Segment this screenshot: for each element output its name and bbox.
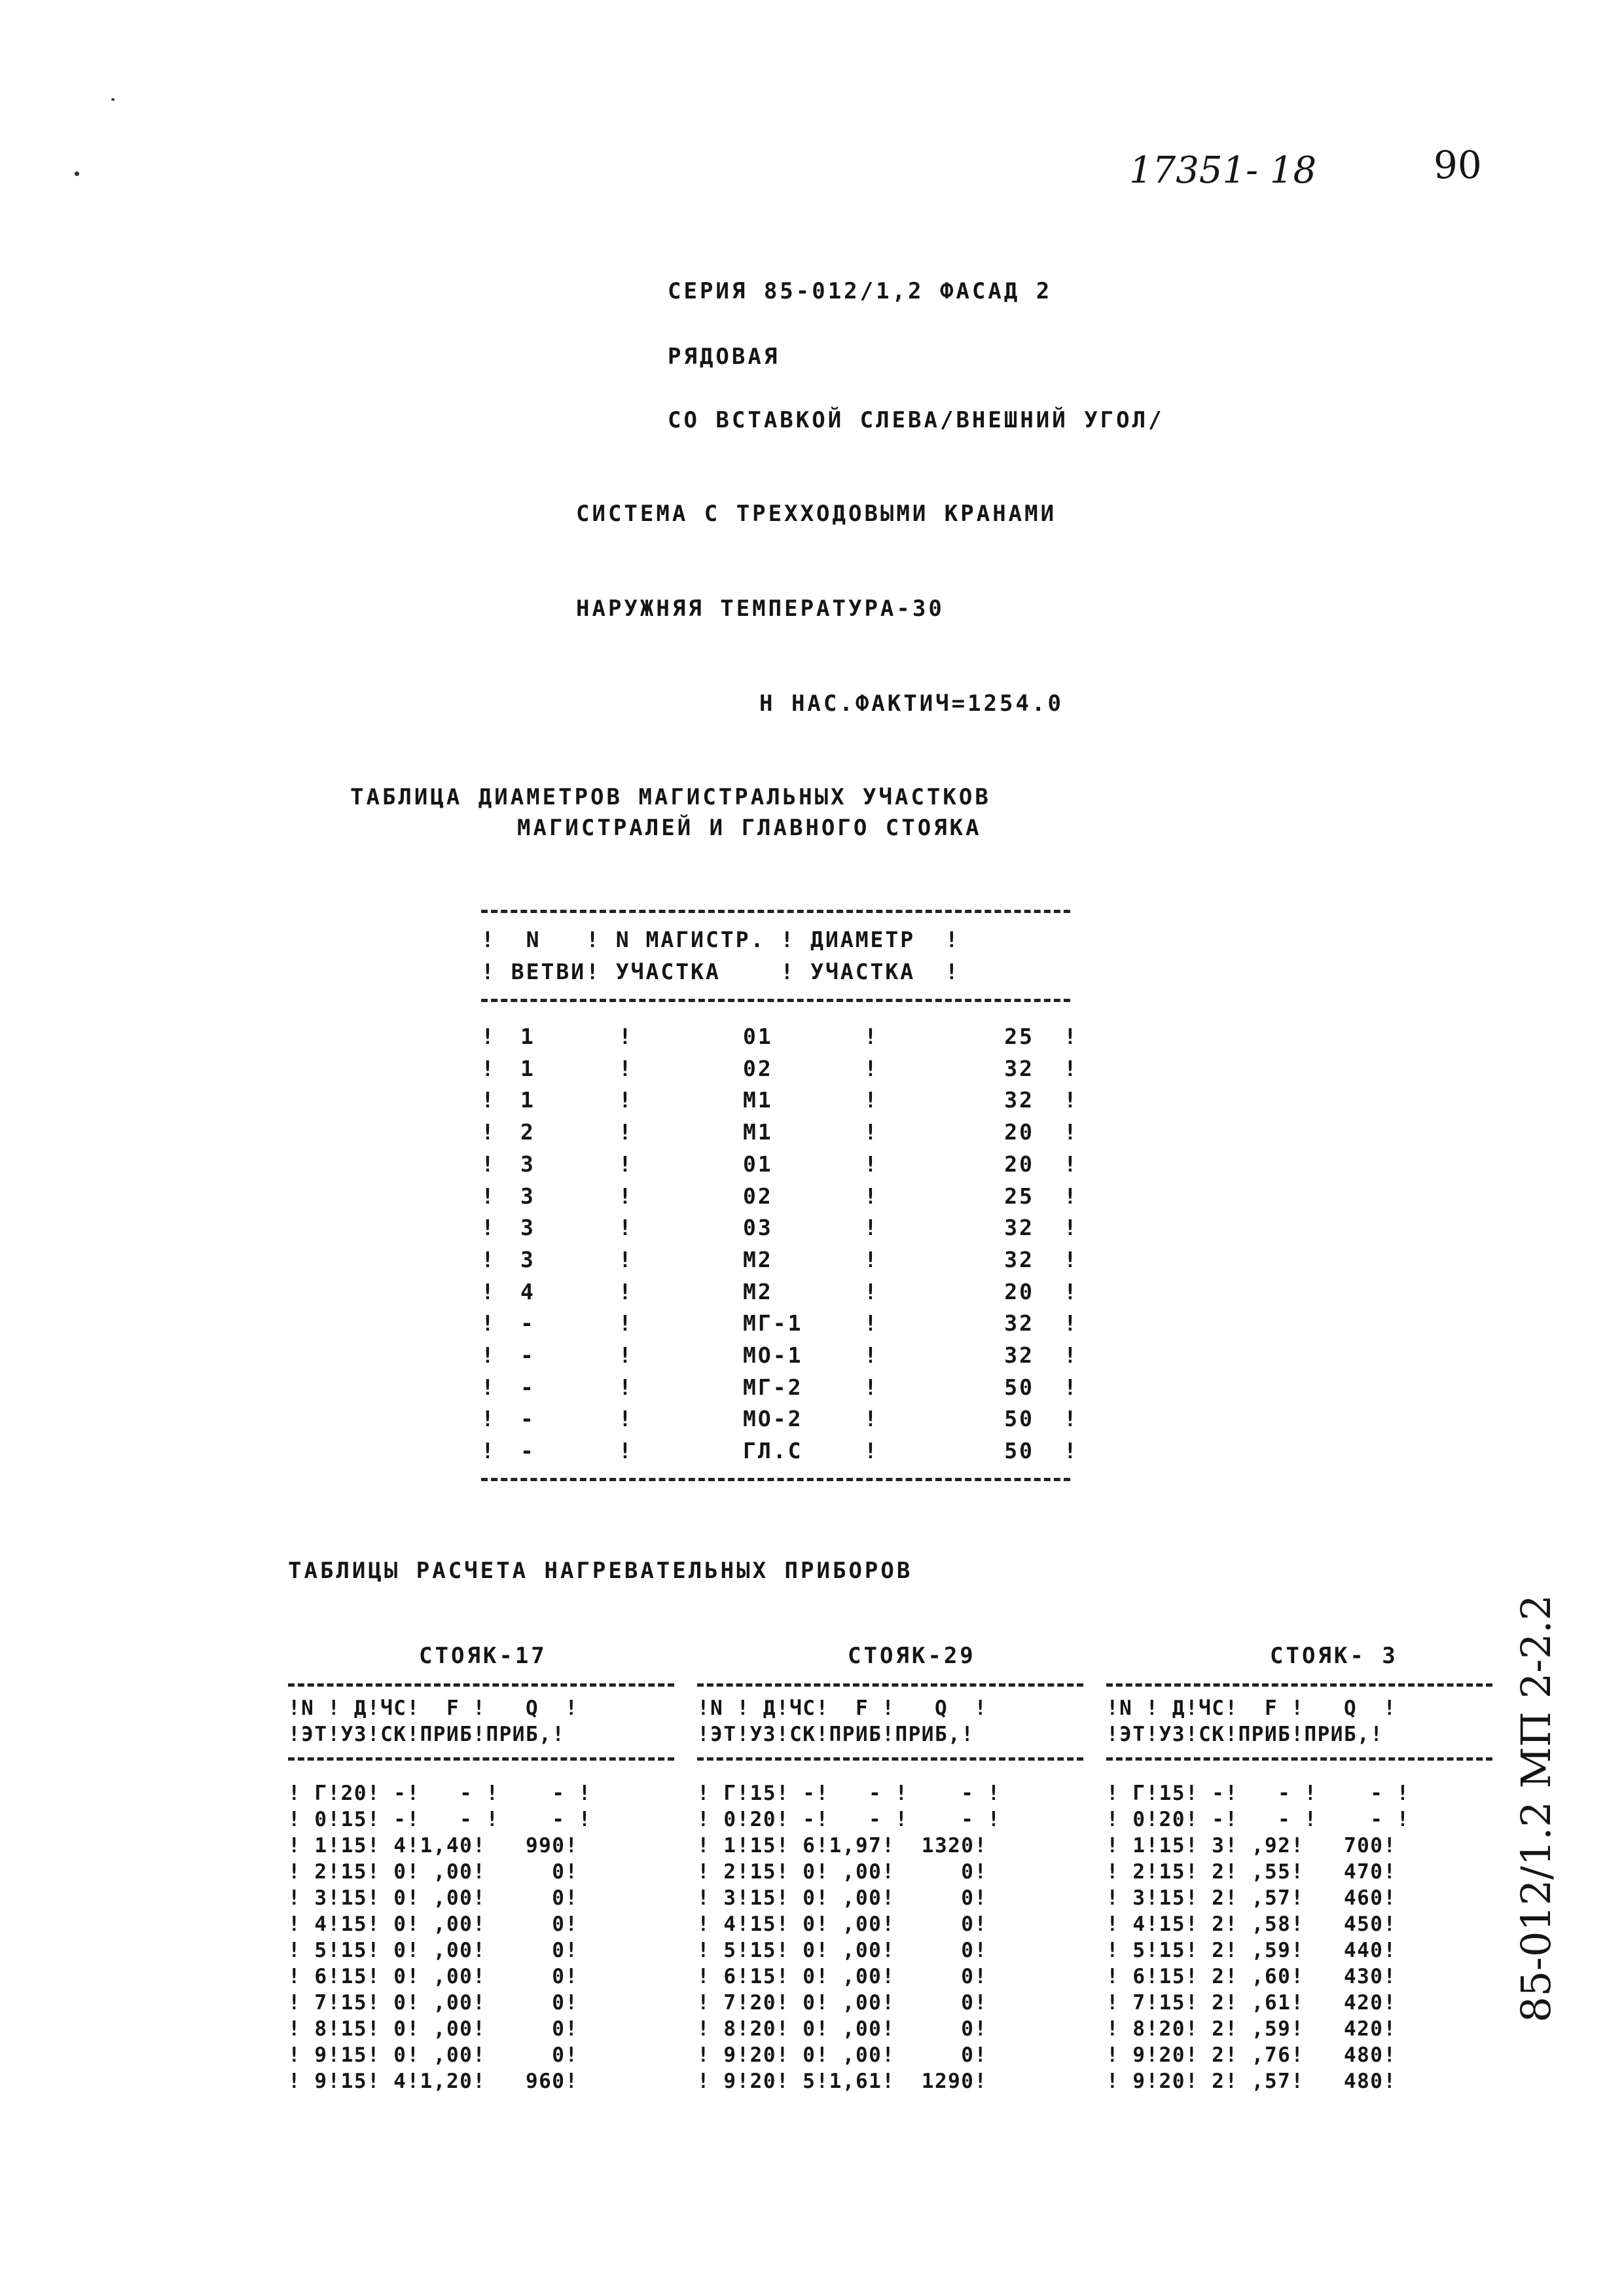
diameter-cell: 32 (1004, 1246, 1034, 1272)
branch-cell: 3 (520, 1151, 535, 1177)
riser-table-row: ! 3!15! 0! ,00! 0! (288, 1886, 579, 1910)
riser-table (288, 1643, 694, 2199)
cell-bar: ! (619, 1183, 634, 1209)
section-cell: М1 (743, 1119, 773, 1145)
riser-title: СТОЯК-17 (419, 1643, 547, 1669)
branch-cell: - (520, 1374, 535, 1400)
riser-table-row: ! 8!15! 0! ,00! 0! (288, 2017, 579, 2041)
riser-table-row: ! 5!15! 2! ,59! 440! (1106, 1939, 1397, 1962)
diameter-table (481, 910, 1077, 1486)
diameter-table-row (481, 1181, 1077, 1212)
cell-bar: ! (481, 1374, 496, 1400)
riser-table-row: ! 8!20! 2! ,59! 420! (1106, 2017, 1397, 2041)
cell-bar: ! (864, 1310, 879, 1336)
riser-table (1106, 1643, 1512, 2199)
section-cell: М2 (743, 1246, 773, 1272)
diameter-cell: 20 (1004, 1119, 1034, 1145)
cell-bar: ! (864, 1119, 879, 1145)
riser-table-row: ! 7!20! 0! ,00! 0! (697, 1991, 988, 2015)
riser-table-row: ! 0!20! -! - ! - ! (697, 1808, 1001, 1831)
cell-bar: ! (619, 1151, 634, 1177)
riser-table-row: ! 3!15! 2! ,57! 460! (1106, 1886, 1397, 1910)
outdoor-temp-line: НАРУЖНЯЯ ТЕМПЕРАТУРА-30 (576, 596, 945, 622)
scan-speck (111, 98, 115, 101)
section-cell: МГ-2 (743, 1374, 803, 1400)
riser-table-row: ! 0!15! -! - ! - ! (288, 1808, 592, 1831)
cell-bar: ! (1064, 1055, 1079, 1081)
cell-bar: ! (1064, 1151, 1079, 1177)
cell-bar: ! (619, 1278, 634, 1304)
diameter-table-row (481, 1085, 1077, 1116)
diameter-table-row (481, 1340, 1077, 1371)
diameter-header-row-1: ! N ! N МАГИСТР. ! ДИАМЕТР ! (481, 927, 960, 952)
riser-table-row: ! 0!20! -! - ! - ! (1106, 1808, 1410, 1831)
riser-table-row: ! 6!15! 0! ,00! 0! (697, 1965, 988, 1988)
section-cell: 02 (743, 1055, 773, 1081)
riser-table-row: ! 5!15! 0! ,00! 0! (697, 1939, 988, 1962)
cell-bar: ! (864, 1438, 879, 1464)
riser-table-row: ! 9!20! 0! ,00! 0! (697, 2043, 988, 2067)
diameter-cell: 50 (1004, 1374, 1034, 1400)
diameter-cell: 50 (1004, 1438, 1034, 1464)
riser-table-row: ! 8!20! 0! ,00! 0! (697, 2017, 988, 2041)
system-line: СИСТЕМА С ТРЕХХОДОВЫМИ КРАНАМИ (576, 501, 1057, 527)
cell-bar: ! (481, 1406, 496, 1432)
table-rule (481, 1478, 1070, 1481)
riser-table-row: ! 6!15! 2! ,60! 430! (1106, 1965, 1397, 1988)
branch-cell: 3 (520, 1183, 535, 1209)
riser-table-row: ! 5!15! 0! ,00! 0! (288, 1939, 579, 1962)
branch-cell: 4 (520, 1278, 535, 1304)
branch-cell: 1 (520, 1087, 535, 1113)
type-line: РЯДОВАЯ (668, 344, 780, 370)
cell-bar: ! (1064, 1374, 1079, 1400)
riser-table-row: ! 9!15! 0! ,00! 0! (288, 2043, 579, 2067)
riser-table-row: ! 6!15! 0! ,00! 0! (288, 1965, 579, 1988)
riser-table (697, 1643, 1103, 2199)
riser-header-row-1: !N ! Д!ЧС! F ! Q ! (697, 1696, 988, 1720)
diameter-table-row (481, 1117, 1077, 1148)
cell-bar: ! (864, 1024, 879, 1049)
cell-bar: ! (864, 1151, 879, 1177)
table-rule (288, 1683, 674, 1687)
cell-bar: ! (1064, 1183, 1079, 1209)
cell-bar: ! (619, 1119, 634, 1145)
margin-series-label: 85-012/1.2 МП 2-2.2 (1512, 1594, 1560, 2022)
cell-bar: ! (1064, 1406, 1079, 1432)
cell-bar: ! (864, 1342, 879, 1368)
cell-bar: ! (1064, 1119, 1079, 1145)
table-rule (697, 1683, 1083, 1687)
cell-bar: ! (619, 1246, 634, 1272)
riser-table-row: ! Г!20! -! - ! - ! (288, 1782, 592, 1805)
diameter-table-title: ТАБЛИЦА ДИАМЕТРОВ МАГИСТРАЛЬНЫХ УЧАСТКОВ (350, 784, 991, 810)
riser-table-row: ! 9!15! 4!1,20! 960! (288, 2070, 579, 2093)
diameter-table-row (481, 1372, 1077, 1403)
cell-bar: ! (481, 1055, 496, 1081)
cell-bar: ! (481, 1342, 496, 1368)
cell-bar: ! (1064, 1087, 1079, 1113)
cell-bar: ! (864, 1087, 879, 1113)
riser-table-row: ! 3!15! 0! ,00! 0! (697, 1886, 988, 1910)
section-cell: М1 (743, 1087, 773, 1113)
section-cell: М2 (743, 1278, 773, 1304)
diameter-cell: 50 (1004, 1406, 1034, 1432)
cell-bar: ! (619, 1310, 634, 1336)
riser-table-row: ! 4!15! 0! ,00! 0! (288, 1912, 579, 1936)
riser-title: СТОЯК-29 (848, 1643, 976, 1669)
riser-table-row: ! 2!15! 0! ,00! 0! (697, 1860, 988, 1884)
cell-bar: ! (619, 1342, 634, 1368)
variant-line: СО ВСТАВКОЙ СЛЕВА/ВНЕШНИЙ УГОЛ/ (668, 407, 1164, 433)
diameter-table-row (481, 1244, 1077, 1276)
diameter-cell: 25 (1004, 1183, 1034, 1209)
cell-bar: ! (1064, 1342, 1079, 1368)
diameter-table-subtitle: МАГИСТРАЛЕЙ И ГЛАВНОГО СТОЯКА (517, 815, 982, 841)
diameter-table-row (481, 1021, 1077, 1052)
branch-cell: 3 (520, 1246, 535, 1272)
riser-header-row-2: !ЭТ!УЗ!СК!ПРИБ!ПРИБ,! (288, 1723, 566, 1746)
cell-bar: ! (481, 1024, 496, 1049)
diameter-cell: 32 (1004, 1215, 1034, 1241)
cell-bar: ! (864, 1278, 879, 1304)
section-cell: 01 (743, 1151, 773, 1177)
diameter-cell: 32 (1004, 1310, 1034, 1336)
diameter-table-row (481, 1403, 1077, 1435)
doc-number: 17351- 18 (1129, 149, 1317, 192)
riser-table-row: ! 9!20! 2! ,57! 480! (1106, 2070, 1397, 2093)
diameter-cell: 25 (1004, 1024, 1034, 1049)
cell-bar: ! (864, 1055, 879, 1081)
diameter-table-row (481, 1276, 1077, 1308)
riser-table-row: ! 1!15! 6!1,97! 1320! (697, 1834, 988, 1857)
section-cell: МО-1 (743, 1342, 803, 1368)
diameter-cell: 32 (1004, 1342, 1034, 1368)
section-cell: 01 (743, 1024, 773, 1049)
cell-bar: ! (864, 1183, 879, 1209)
diameter-cell: 20 (1004, 1151, 1034, 1177)
cell-bar: ! (864, 1246, 879, 1272)
diameter-table-row (481, 1435, 1077, 1467)
table-rule (481, 999, 1070, 1002)
cell-bar: ! (481, 1087, 496, 1113)
branch-cell: - (520, 1406, 535, 1432)
cell-bar: ! (1064, 1215, 1079, 1241)
riser-header-row-2: !ЭТ!УЗ!СК!ПРИБ!ПРИБ,! (697, 1723, 975, 1746)
riser-table-row: ! 9!20! 2! ,76! 480! (1106, 2043, 1397, 2067)
riser-header-row-1: !N ! Д!ЧС! F ! Q ! (1106, 1696, 1397, 1720)
series-line: СЕРИЯ 85-012/1,2 ФАСАД 2 (668, 278, 1053, 304)
riser-table-row: ! 2!15! 0! ,00! 0! (288, 1860, 579, 1884)
cell-bar: ! (619, 1215, 634, 1241)
section-cell: 03 (743, 1215, 773, 1241)
branch-cell: 3 (520, 1215, 535, 1241)
cell-bar: ! (619, 1374, 634, 1400)
diameter-cell: 20 (1004, 1278, 1034, 1304)
cell-bar: ! (1064, 1024, 1079, 1049)
riser-table-row: ! 7!15! 0! ,00! 0! (288, 1991, 579, 2015)
cell-bar: ! (481, 1151, 496, 1177)
section-cell: МГ-1 (743, 1310, 803, 1336)
cell-bar: ! (481, 1438, 496, 1464)
cell-bar: ! (481, 1310, 496, 1336)
diameter-table-row (481, 1149, 1077, 1180)
cell-bar: ! (1064, 1310, 1079, 1336)
page-number: 90 (1434, 143, 1482, 187)
table-rule (1106, 1757, 1492, 1761)
cell-bar: ! (619, 1406, 634, 1432)
table-rule (481, 910, 1070, 913)
cell-bar: ! (481, 1183, 496, 1209)
section-cell: 02 (743, 1183, 773, 1209)
cell-bar: ! (1064, 1278, 1079, 1304)
cell-bar: ! (619, 1055, 634, 1081)
diameter-cell: 32 (1004, 1087, 1034, 1113)
cell-bar: ! (1064, 1246, 1079, 1272)
branch-cell: 2 (520, 1119, 535, 1145)
cell-bar: ! (864, 1215, 879, 1241)
cell-bar: ! (481, 1246, 496, 1272)
branch-cell: 1 (520, 1024, 535, 1049)
riser-title: СТОЯК- 3 (1270, 1643, 1398, 1669)
cell-bar: ! (481, 1215, 496, 1241)
riser-table-row: ! Г!15! -! - ! - ! (697, 1782, 1001, 1805)
section-cell: ГЛ.С (743, 1438, 803, 1464)
diameter-table-row (481, 1212, 1077, 1244)
radiator-tables-title: ТАБЛИЦЫ РАСЧЕТА НАГРЕВАТЕЛЬНЫХ ПРИБОРОВ (288, 1558, 913, 1584)
cell-bar: ! (1064, 1438, 1079, 1464)
branch-cell: - (520, 1310, 535, 1336)
pressure-line: Н НАС.ФАКТИЧ=1254.0 (759, 691, 1064, 717)
riser-header-row-1: !N ! Д!ЧС! F ! Q ! (288, 1696, 579, 1720)
riser-table-row: ! 4!15! 2! ,58! 450! (1106, 1912, 1397, 1936)
riser-table-row: ! 1!15! 4!1,40! 990! (288, 1834, 579, 1857)
cell-bar: ! (864, 1374, 879, 1400)
diameter-table-row (481, 1308, 1077, 1339)
riser-table-row: ! Г!15! -! - ! - ! (1106, 1782, 1410, 1805)
scan-speck (75, 171, 79, 176)
branch-cell: - (520, 1342, 535, 1368)
table-rule (1106, 1683, 1492, 1687)
riser-table-row: ! 7!15! 2! ,61! 420! (1106, 1991, 1397, 2015)
diameter-header-row-2: ! ВЕТВИ! УЧАСТКА ! УЧАСТКА ! (481, 959, 960, 984)
cell-bar: ! (619, 1087, 634, 1113)
riser-header-row-2: !ЭТ!УЗ!СК!ПРИБ!ПРИБ,! (1106, 1723, 1384, 1746)
riser-table-row: ! 4!15! 0! ,00! 0! (697, 1912, 988, 1936)
table-rule (697, 1757, 1083, 1761)
diameter-cell: 32 (1004, 1055, 1034, 1081)
branch-cell: - (520, 1438, 535, 1464)
riser-table-row: ! 2!15! 2! ,55! 470! (1106, 1860, 1397, 1884)
section-cell: МО-2 (743, 1406, 803, 1432)
cell-bar: ! (864, 1406, 879, 1432)
branch-cell: 1 (520, 1055, 535, 1081)
riser-table-row: ! 1!15! 3! ,92! 700! (1106, 1834, 1397, 1857)
cell-bar: ! (481, 1278, 496, 1304)
cell-bar: ! (619, 1024, 634, 1049)
cell-bar: ! (481, 1119, 496, 1145)
diameter-table-row (481, 1053, 1077, 1085)
riser-table-row: ! 9!20! 5!1,61! 1290! (697, 2070, 988, 2093)
cell-bar: ! (619, 1438, 634, 1464)
table-rule (288, 1757, 674, 1761)
